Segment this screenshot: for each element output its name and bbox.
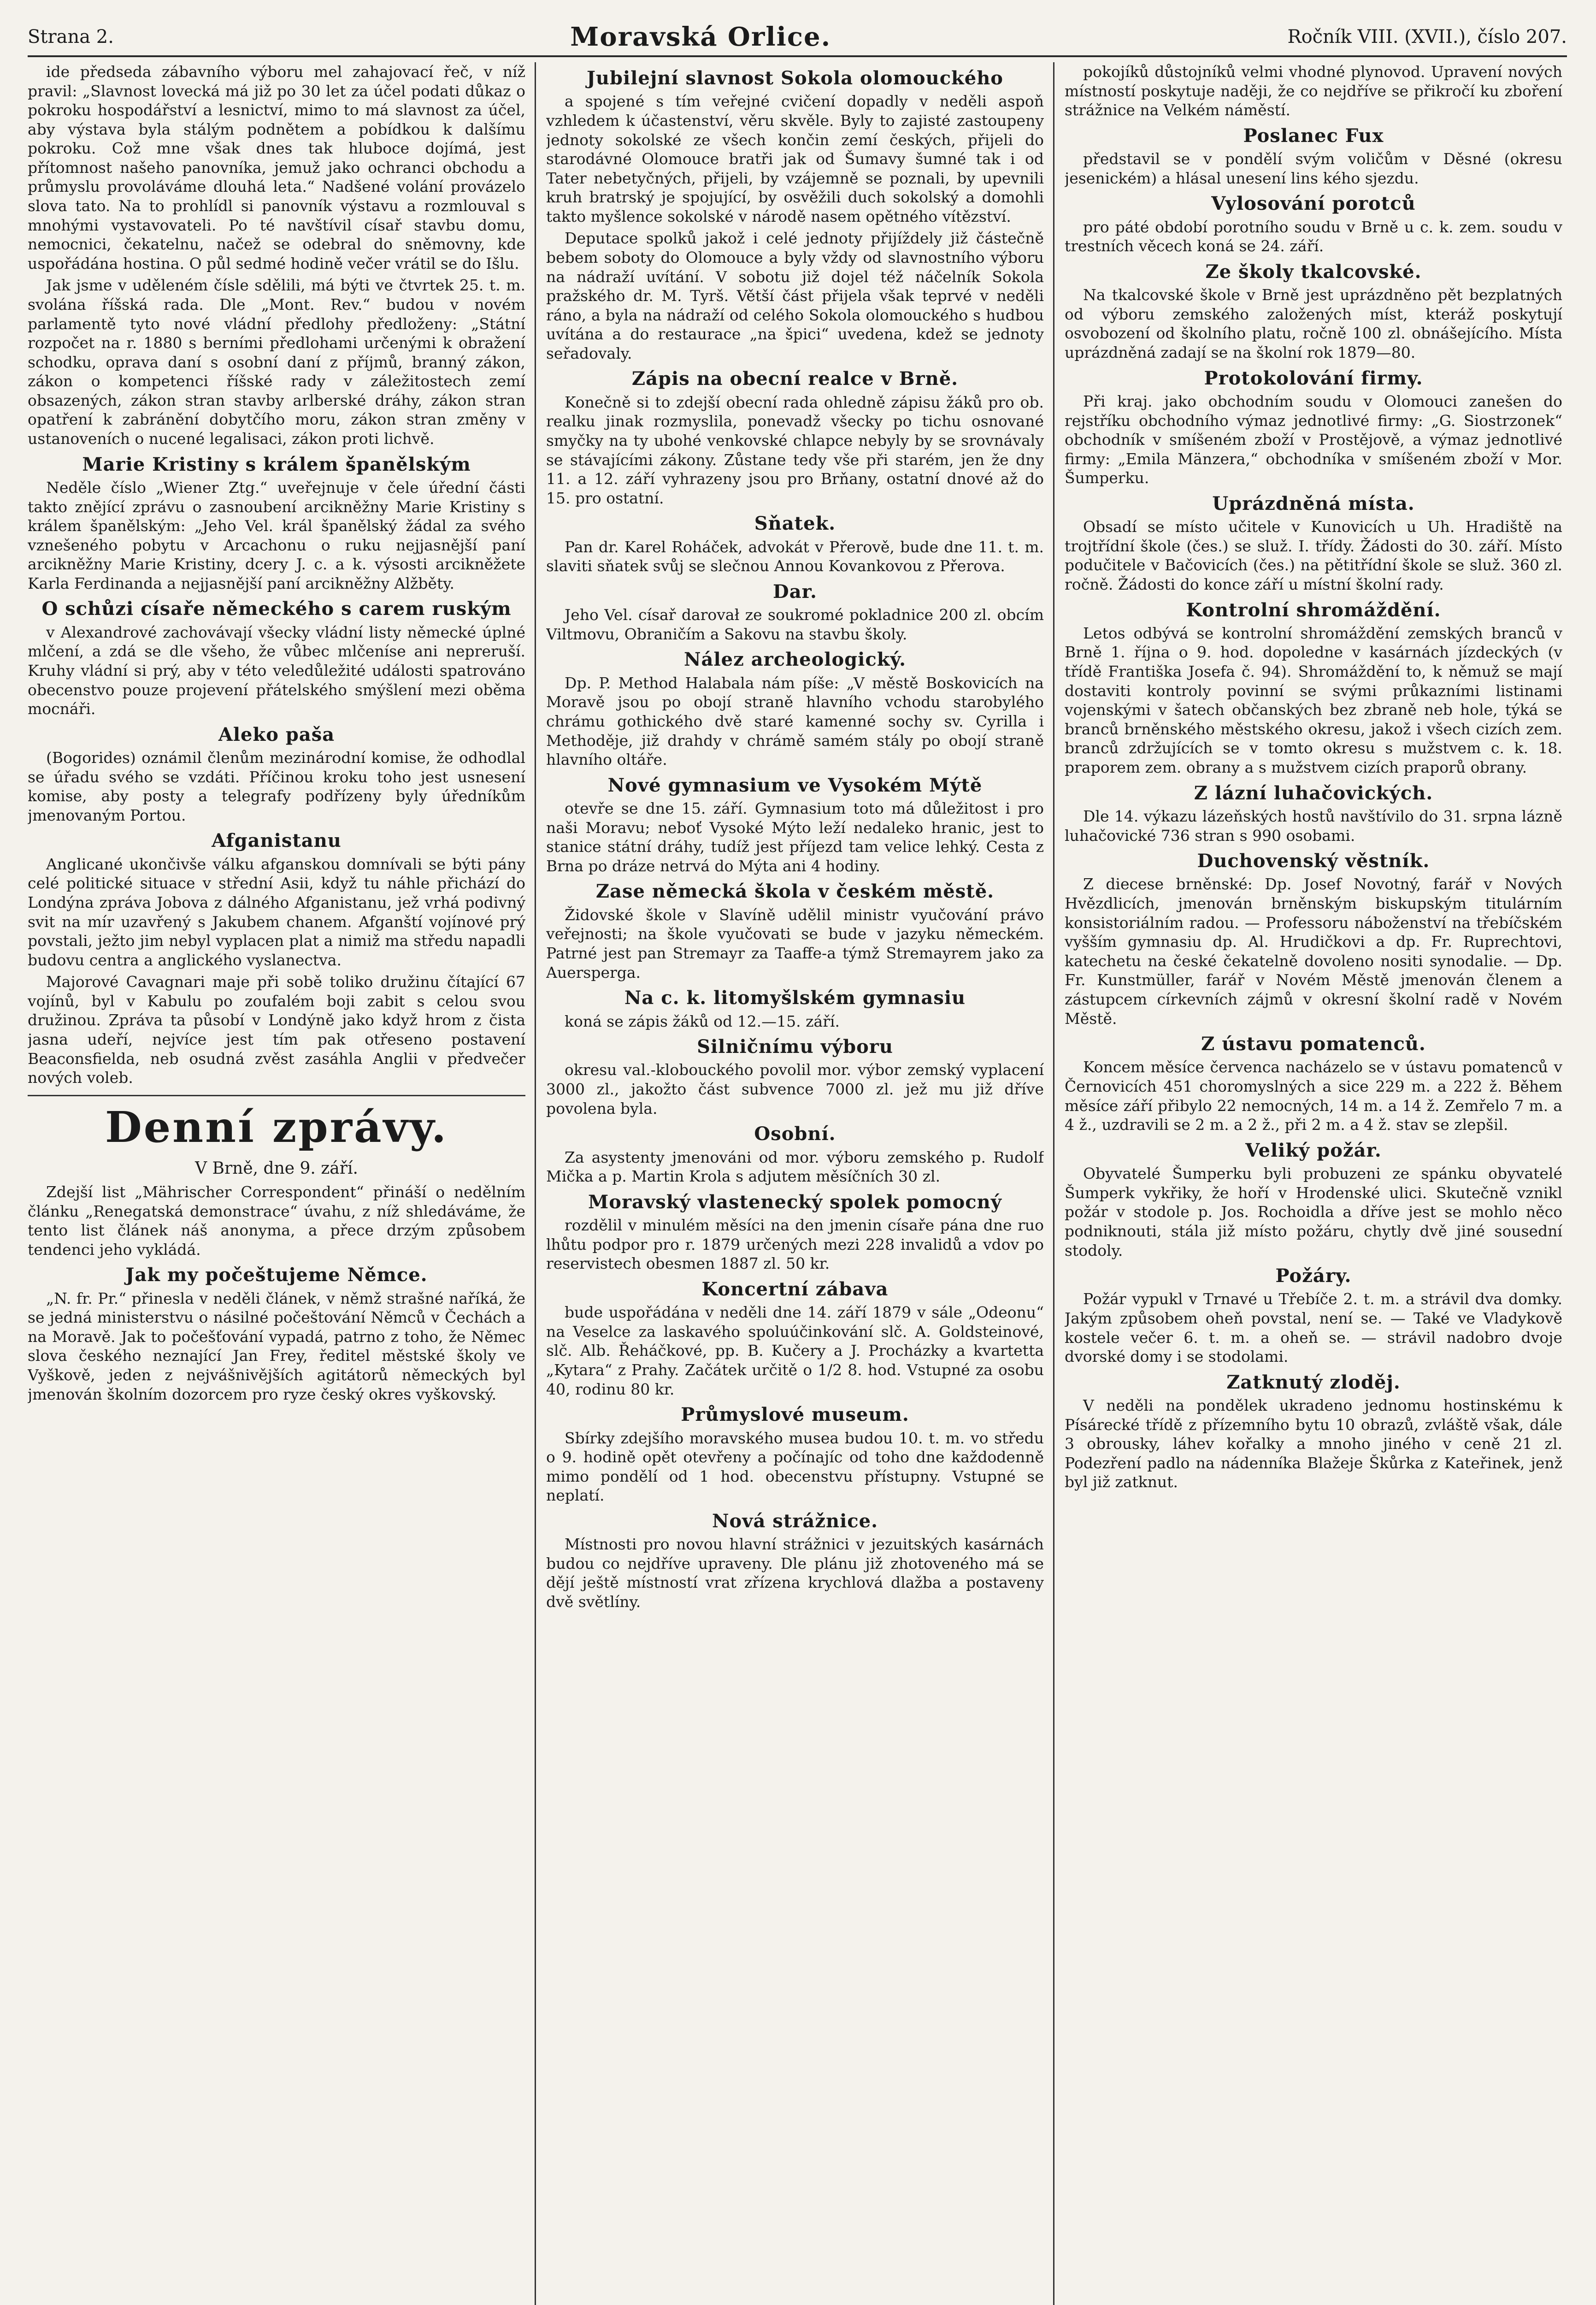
article-text: pro páté období porotního soudu v Brně u c. k. zem. soudu v trestních věcech koná se 24. září. <box>1065 218 1562 255</box>
article-text: Z diecese brněnské: Dp. Josef Novotný, farář v Nových Hvězdlicích, jmenován brněnským biskupským titulárním konsistoriálním radou. — Professoru náboženství na třebíčském vyšším gymnasiu dp. Al. Hrudičkovi a dp. Fr. Ruprechtovi, katechetu na české čekatelně dovoleno nositi synodalie. — Dp. Fr. Kunstmüller, farář v Novém Městě jmenován členem a zástupcem církevních zájmů v okresní školní radě v Novém Městě. <box>1065 875 1562 1028</box>
article-text: v Alexandrové zachovávají všecky vládní listy německé úplné mlčení, a zdá se dle všeho, že vůbec mlčeníse ani nepreruší. Kruhy vládní si prý, aby v této veledůležité události spatrováno obecenstvo pouze projevení přátelského smýšlení mezi oběma mocnáři. <box>28 623 525 718</box>
article-heading: Zase německá škola v českém městě. <box>595 881 995 903</box>
article-text: ide předseda zábavního výboru mel zahajovací řeč, v níž pravil: „Slavnost lovecká má již po 30 let za účel podati důkaz o pokroku hospodářství a lesnictví, mimo to má slavnost za účel, aby výstava byla stálým podnětem a pobídkou k dalšímu pokroku. Což mne však dnes tak hluboce dojímá, jest přítomnost našeho panovníka, jemuž jako ochranci obchodu a průmyslu provoláváme dlouhá leta.“ Nadšené volání provázelo slova tato. Na to prohlídl si panovník výstavu a rozmlouval s mnohými vystavovateli. Po té navštívil císař stavbu domu, nemocnici, čekatelnu, načež se odebral do sněmovny, kde uspořádána hostina. O půl sedmé hodině večer vrátil se do Išlu. <box>28 63 525 272</box>
article-text: okresu val.-klobouckého povolil mor. výbor zemský vyplacení 3000 zl., jakožto část subvence 7000 zl. jež mu již dříve povolena byla. <box>546 1061 1044 1117</box>
article-heading: Jubilejní slavnost Sokola olomouckého <box>587 67 1003 89</box>
section-title: Denní zprávy. <box>105 1102 448 1152</box>
article-text: Sbírky zdejšího moravského musea budou 10. t. m. vo středu o 9. hodině opět otevřeny a počínajíc od toho dne každodenně mimo pondělí od 1 hod. obecenstvu přístupny. Vstupné se neplatí. <box>546 1429 1044 1505</box>
article-heading: Dar. <box>773 580 817 603</box>
column-1 <box>28 62 525 2305</box>
article-text: Obsadí se místo učitele v Kunovicích u Uh. Hradiště na trojtřídní škole (čes.) se služ. I. třídy. Žádosti do 30. září. Místo podučitele v Bačovicích (čes.) na pětitřídní škole se služ. 360 zl. ročně. Žádosti do konce září u místní školní rady. <box>1065 518 1562 593</box>
article-heading: Moravský vlastenecký spolek pomocný <box>588 1191 1002 1213</box>
section-divider <box>28 1095 525 1096</box>
article-text: rozdělil v minulém měsíci na den jmenin císaře pána dne ruo lhůtu podpor pro r. 1879 určených mezi 228 invalidů a vdov po reservistech obesmen 1887 zl. 50 kr. <box>546 1216 1044 1273</box>
article-heading: Jak my počeštujeme Němce. <box>125 1264 428 1286</box>
article-heading: Nové gymnasium ve Vysokém Mýtě <box>607 774 983 796</box>
article-text: bude uspořádána v neděli dne 14. září 1879 v sále „Odeonu“ na Veselce za laskavého spoluúčinkování slč. A. Goldsteinové, slč. Alb. Řeháčkové, pp. B. Kučery a J. Procházky a kvartetta „Kytara“ z Prahy. Začátek určitě o 1/2 8. hod. Vstupné za osobu 40, rodinu 80 kr. <box>546 1303 1044 1398</box>
article-text: koná se zápis žáků od 12.—15. září. <box>565 1012 840 1030</box>
article-heading: Uprázdněná místa. <box>1212 492 1415 514</box>
article-heading: Z lázní luhačovických. <box>1194 782 1433 804</box>
article-heading: Silničnímu výboru <box>697 1036 893 1058</box>
article-text: Anglicané ukončivše válku afganskou domnívali se býti pány celé politické situace v střední Asii, když tu náhle přichází do Londýna zpráva Jobova z dálného Afganistanu, jež vrhá podivný svit na mír uzavřený s Jakubem chanem. Afganští vojínové prý povstali, ježto jim nebyl vyplacen plat a nimiž ma středu napadli budovu centra a anglického vyslanectva. <box>28 855 525 969</box>
volume-info: Ročník VIII. (XVII.), číslo 207. <box>1287 26 1567 47</box>
article-text: Jak jsme v uděleném čísle sdělili, má býti ve čtvrtek 25. t. m. svolána říšská rada. Dle „Mont. Rev.“ budou v novém parlamentě tyto nové vládní předlohy předloženy: „Státní rozpočet na r. 1880 s berními předlohami určenými k obražení schodku, oprava daní s osobní daní z příjmů, branný zákon, zákon o kompetenci říšské rady v záležitostech zemí obsazených, zákon stran stavby arlberské dráhy, zákon stran opatření k zabránění dobytčího moru, zákon stran změny v ustanoveních o nucené legalisaci, zákon proti lichvě. <box>28 276 525 448</box>
column-divider <box>535 62 536 2305</box>
article-text: a spojené s tím veřejné cvičení dopadly v neděli aspoň vzhledem k účastenství, věru skvěle. Byly to zajisté zastoupeny jednoty sokolské ze všech končin zemí českých, přijeli do starodávné Olomouce bratři jak od Šumavy šumné tak i od Tater nebetyčných, přijeli, by vzájemně se poznali, by upevnili kruh bratrský je spojující, by osvěžili duch sokolský a domohli takto myšlence sokolské v národě nasem opětného vítězství. <box>546 92 1044 225</box>
article-heading: Osobní. <box>754 1123 836 1145</box>
article-heading: Veliký požár. <box>1245 1139 1382 1161</box>
article-heading: Na c. k. litomyšlském gymnasiu <box>624 987 966 1009</box>
article-heading: Aleko paša <box>218 723 335 745</box>
masthead: Moravská Orlice. <box>570 22 831 52</box>
article-heading: Z ústavu pomatenců. <box>1201 1033 1426 1055</box>
article-heading: Ze školy tkalcovské. <box>1205 260 1422 283</box>
article-text: Majorové Cavagnari maje při sobě toliko družinu čítající 67 vojínů, byl v Kabulu po zoufalém boji zabit s celou svou družinou. Zpráva ta působí v Londýně jako když hrom z čista jasna udeří, nejvíce jest tím pak otřeseno postavení Beaconsfielda, neb osudná zvěst zasáhla Anglii v předvečer nových voleb. <box>28 973 525 1087</box>
article-text: Při kraj. jako obchodním soudu v Olomouci zanešen do rejstříku obchodního výmaz jednotlivé firmy: „G. Siostrzonek“ obchodník v smíšeném zboží v Prostějově, a výmaz jednotlivé firmy: „Emila Mänzera,“ obchodníka v smíšeném zboží v Mor. Šumperku. <box>1065 392 1562 487</box>
article-text: Deputace spolků jakož i celé jednoty přijíždely již částečně bebem soboty do Olomouce a byly vždy od slavnostního výboru na nádraží uvítání. V sobotu již dojel též náčelník Sokola pražského dr. M. Tyrš. Větší část přijela však teprvé v neděli ráno, a byla na nádraží od celého Sokola olomouckého s hudbou uvítána a do restaurace „na špici“ uvedena, kdež se jednoty seřadovaly. <box>546 229 1044 362</box>
page-header <box>28 18 1567 57</box>
article-text: Pan dr. Karel Roháček, advokát v Přerově, bude dne 11. t. m. slaviti sňatek svůj se slečnou Annou Kovankovou z Přerova. <box>546 538 1044 575</box>
article-text: Požár vypukl v Trnavé u Třebíče 2. t. m. a strávil dva domky. Jakým způsobem oheň povstal, není se. — Také ve Vladykově kostele večer 6. t. m. a oheň se. — strávil nadobro dvoje dvorské domy i se stodolami. <box>1065 1290 1562 1366</box>
article-text: V neděli na pondělek ukradeno jednomu hostinskému k Písárecké třídě z přízemního bytu 10 obrazů, zvláště však, dále 3 obrousky, láhev kořalky a mnoho jiného v ceně 21 zl. Podezření padlo na nádenníka Blažeje Škůrka z Kateřinek, jenž byl již zatknut. <box>1065 1396 1562 1491</box>
page-number: Strana 2. <box>28 26 114 47</box>
article-text: Zdejší list „Mährischer Correspondent“ přináší o nedělním článku „Renegatská demonstrace“ úvahu, z níž shledáváme, že tento list článek náš anonyma, a přece drzým způsobem tendenci jeho vykládá. <box>28 1183 525 1259</box>
article-heading: Kontrolní shromáždění. <box>1186 599 1441 621</box>
article-heading: Nález archeologický. <box>683 649 906 671</box>
article-text: Za asystenty jmenováni od mor. výboru zemského p. Rudolf Mička a p. Martin Krola s adjutem měsíčních 30 zl. <box>546 1148 1044 1186</box>
article-heading: Sňatek. <box>754 513 836 535</box>
article-heading: Zápis na obecní realce v Brně. <box>631 368 959 390</box>
article-text: Dle 14. výkazu lázeňských hostů navštívilo do 31. srpna lázně luhačovické 736 stran s 990 osobami. <box>1065 807 1562 845</box>
article-heading: O schůzi císaře německého s carem ruským <box>41 598 512 620</box>
article-text: představil se v pondělí svým voličům v Děsné (okresu jesenickém) a hlásal unesení lins kého sjezdu. <box>1065 150 1562 187</box>
article-heading: Zatknutý zloděj. <box>1226 1371 1401 1393</box>
article-text: otevře se dne 15. září. Gymnasium toto má důležitost i pro naši Moravu; neboť Vysoké Mýto leží nedaleko hranic, jest to stanice státní dráhy, tudíž jest příjezd tam velice lehký. Cesta z Brna po dráze netrvá do Mýta ani 4 hodiny. <box>546 799 1044 875</box>
article-text: Jeho Vel. císař darovał ze soukromé pokladnice 200 zl. obcím Viltmovu, Obraničím a Sakovu na stavbu školy. <box>546 606 1044 643</box>
dateline: V Brně, dne 9. září. <box>195 1158 358 1178</box>
column-2 <box>546 62 1044 2305</box>
article-text: Dp. P. Method Halabala nám píše: „V městě Boskovicích na Moravě jsou po obojí straně hlavního vchodu starobylého chrámu gothického dvě staré kamenné sochy sv. Cyrilla i Methoděje, již drahdy v chrámě samém stály po obojí straně hlavního oltáře. <box>546 674 1044 769</box>
article-heading: Duchovenský věstník. <box>1197 850 1430 872</box>
article-heading: Protokolování firmy. <box>1204 367 1423 389</box>
article-heading: Koncertní zábava <box>701 1278 889 1300</box>
article-heading: Poslanec Fux <box>1243 124 1384 147</box>
article-text: Obyvatelé Šumperku byli probuzeni ze spánku obyvatelé Šumperk vykřiky, že hoří v Hrodenské ulici. Skutečně vznikl požár v stodole p. Jos. Rochoidla a dříve jest se mohlo něco podniknouti, stála již místo požáru, chytly dvě jiné sousední stodoly. <box>1065 1164 1562 1259</box>
article-heading: Průmyslové museum. <box>681 1404 909 1426</box>
article-text: Neděle číslo „Wiener Ztg.“ uveřejnuje v čele úřední části takto znějící zprávu o zasnoubení arcikněžny Marie Kristiny s králem španělským: „Jeho Vel. král španělský žádal za svého vznešeného pobytu v Arcachonu o ruku nejjasnější paní arcikněžny Marie Kristiny, dcery J. c. a k. výsosti arcikněžete Karla Ferdinanda a nejjasnější paní arcikněžny Alžběty. <box>28 478 525 592</box>
article-heading: Marie Kristiny s králem španělským <box>82 453 471 475</box>
article-text: „N. fr. Pr.“ přinesla v neděli článek, v němž strašné naříká, že se jedná ministerstvu o násilné počeštování Němců v Čechách a na Moravě. Jak to počešťování vypadá, patrno z toho, že Němec slova českého neznající Jan Frey, ředitel městské školy ve Vyškově, jeden z nejvášnivějších agitátorů německých byl jmenován školním dozorcem pro ryze český okres vyškovský. <box>28 1289 525 1403</box>
article-heading: Požáry. <box>1275 1265 1352 1287</box>
article-text: (Bogorides) oznámil členům mezinárodní komise, že odhodlal se úřadu svého se vzdáti. Příčinou kroku toho jest usnesení komise, aby posty a telegrafy podřízeny byly úředníkům jmenovaným Portou. <box>28 749 525 824</box>
article-text: Koncem měsíce červenca nacházelo se v ústavu pomatenců v Černovicích 451 choromyslných a sice 229 m. a 222 ž. Během měsíce září přibylo 22 nemocných, 14 m. a 14 ž. Zemřelo 7 m. a 4 ž., uzdravili se 2 m. a 2 ž., při 2 m. a 4 ž. stav se zlepšil. <box>1065 1058 1562 1134</box>
article-heading: Afganistanu <box>212 830 342 852</box>
article-text: Místnosti pro novou hlavní strážnici v jezuitských kasárnách budou co nejdříve upraveny. Dle plánu již zhotoveného má se dějí ještě místností vrat zřízena krychlová dlažba a postaveny dvě světlíny. <box>546 1535 1044 1611</box>
article-text: Na tkalcovské škole v Brně jest uprázdněno pět bezplatných od výboru zemského založených míst, kteráž poskytují osvobození od školního platu, ročně 100 zl. obnášejícího. Místa uprázdněná zadají se na školní rok 1879—80. <box>1065 286 1562 361</box>
article-text: Židovské škole v Slavíně udělil ministr vyučování právo veřejnosti; na škole vyučovati se bude v jazyku německém. Patrné jest pan Stremayr za Taaffe-a týmž Stremayrem jako za Auersperga. <box>546 905 1044 981</box>
column-3 <box>1065 62 1562 2305</box>
article-heading: Nová strážnice. <box>712 1510 878 1532</box>
article-text: Letos odbývá se kontrolní shromáždění zemských branců v Brně 1. října o 9. hod. dopoledne v kasárnách jízdeckých (v třídě Františka Josefa č. 94). Shromáždění to, k němuž se mají dostaviti kontroly povinní se svými průkazními listinami vojenskými v šatech občanských bez zbraně neb hole, týká se branců brněnského městského okresu, jakož i všech cizích zem. branců zdržujících se v tomto okresu s mužstvem c. k. 18. praporem zem. obrany a s mužstvem cizích praporů obrany. <box>1065 624 1562 776</box>
article-text: Konečně si to zdejší obecní rada ohledně zápisu žáků pro ob. realku jinak rozmyslila, ponevadž všecky po tichu osnované smyčky na ty ubohé venkovské chlapce nebyly by se srovnávaly se stávajícími zákony. Zůstane tedy vše při starém, jen že dny 11. a 12. září vyhrazeny jsou pro Brňany, ostatní dnové až do 15. pro ostatní. <box>546 393 1044 507</box>
article-text: pokojíků důstojníků velmi vhodné plynovod. Upravení nových místností poskytuje naději, že co nejdříve se přikročí ku zboření strážnice na Velkém náměstí. <box>1065 63 1562 119</box>
article-heading: Vylosování porotců <box>1211 193 1416 215</box>
column-divider <box>1053 62 1054 2305</box>
